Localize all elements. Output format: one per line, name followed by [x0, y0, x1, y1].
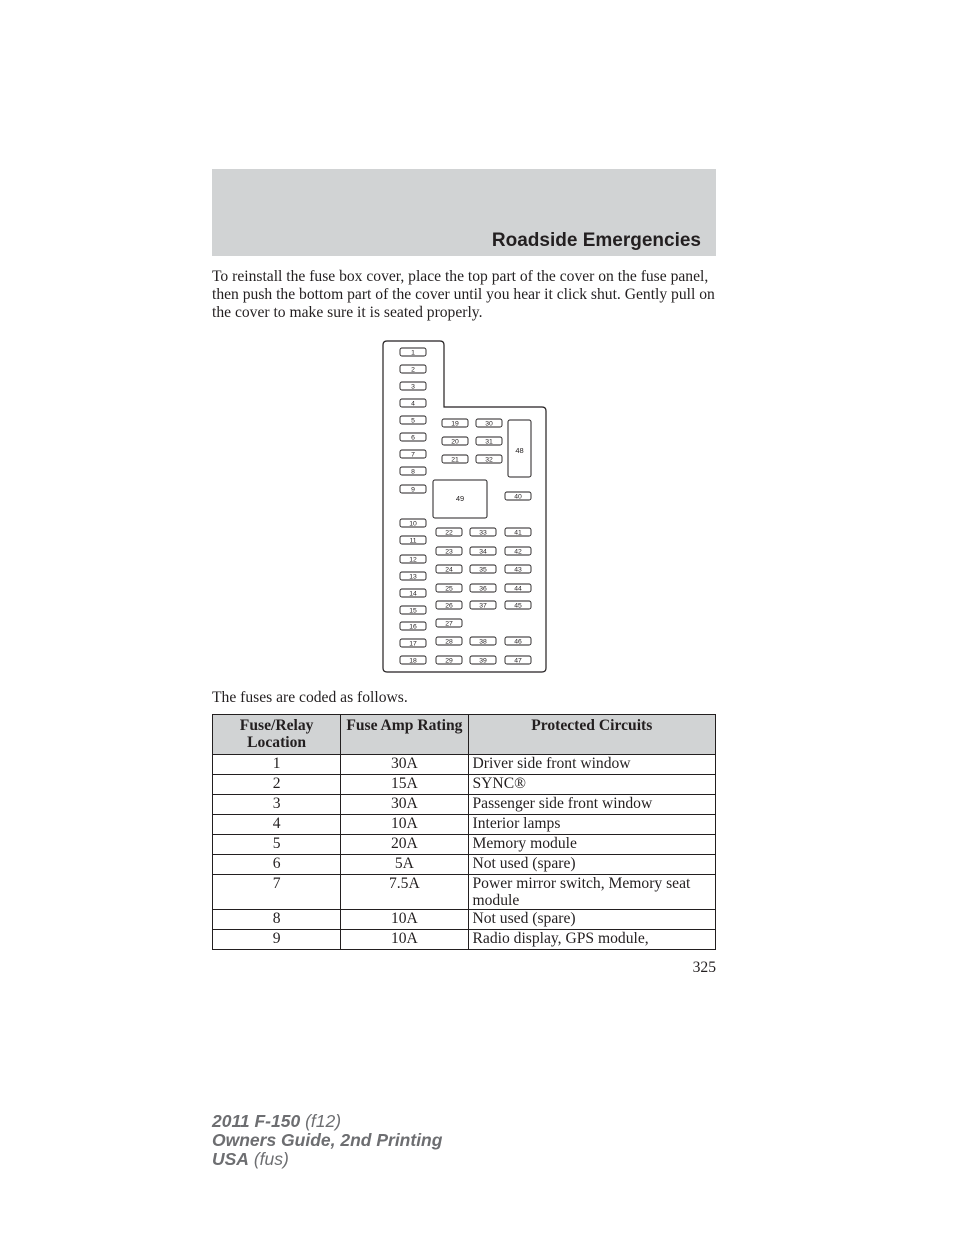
fuse-slot-outline [400, 399, 426, 407]
fuse-slot-outline [436, 528, 462, 536]
fuse-slot [400, 572, 426, 581]
fuse-slot-label: 8 [411, 468, 415, 476]
fuse-slot-label: 7 [411, 451, 415, 459]
fuse-slot-outline [400, 382, 426, 390]
cell-location: 2 [213, 775, 341, 795]
footer-model: 2011 F-150 [212, 1111, 301, 1131]
fuse-slot-label: 47 [514, 657, 522, 665]
cell-location: 3 [213, 795, 341, 815]
fuse-slot-outline [400, 348, 426, 356]
fuse-slot [476, 419, 502, 428]
table-header-row [213, 715, 716, 755]
fuse-slot [505, 528, 531, 537]
fuse-slot [400, 656, 426, 665]
footer-model-code: (f12) [305, 1111, 342, 1131]
fuse-slot [476, 437, 502, 446]
table-row [213, 795, 716, 815]
fuse-slot-outline [442, 419, 468, 427]
fuse-slot-label: 23 [445, 548, 453, 556]
fuse-slot [505, 656, 531, 665]
fuse-slot-outline [470, 528, 496, 536]
table-row [213, 855, 716, 875]
fuse-slot-outline [436, 656, 462, 664]
cell-amp: 5A [341, 855, 468, 875]
fuse-slot-label: 36 [479, 585, 487, 593]
fuse-table [212, 714, 716, 950]
fuse-slot-label: 33 [479, 529, 487, 537]
fuse-slot-label: 24 [445, 566, 453, 574]
footer-guide: Owners Guide, 2nd Printing [212, 1130, 443, 1150]
fuse-slot-label: 1 [411, 349, 415, 357]
cell-amp: 15A [341, 775, 468, 795]
fuse-slot-outline [470, 637, 496, 645]
table-caption: The fuses are coded as follows. [212, 689, 408, 706]
header-protected-circuits: Protected Circuits [468, 715, 716, 755]
footer-region: USA [212, 1149, 249, 1169]
fuse-slot-label: 34 [479, 548, 487, 556]
fuse-slot [400, 399, 426, 408]
fuse-slot-label: 41 [514, 529, 522, 537]
fuse-slot [470, 601, 496, 610]
fuse-slot-outline [442, 455, 468, 463]
fuse-slot-outline [400, 606, 426, 614]
fuse-slot [400, 450, 426, 459]
footer-model-line [212, 1112, 442, 1131]
cell-amp: 10A [341, 930, 468, 950]
fuse-slot-outline [400, 536, 426, 544]
fuse-slot [400, 589, 426, 598]
fuse-slot-outline [436, 601, 462, 609]
fuse-slot-label: 43 [514, 566, 522, 574]
fuse-slot [505, 565, 531, 574]
header-amp-rating: Fuse Amp Rating [341, 715, 468, 755]
relay-48-label: 48 [515, 446, 524, 455]
cell-circuit: Not used (spare) [468, 855, 716, 875]
fuse-slot-label: 17 [409, 640, 417, 648]
page-number: 325 [692, 959, 716, 976]
fuse-slot-label: 38 [479, 638, 487, 646]
fuse-slot [436, 528, 462, 537]
fuse-slot-label: 32 [485, 456, 493, 464]
cell-amp: 10A [341, 815, 468, 835]
fuse-slot-label: 19 [451, 420, 459, 428]
fuse-slot [436, 637, 462, 646]
section-title: Roadside Emergencies [491, 230, 701, 251]
fuse-slot-outline [470, 584, 496, 592]
fuse-slot [400, 622, 426, 631]
fuse-slot-label: 13 [409, 573, 417, 581]
relay-49 [433, 480, 487, 518]
fuse-slot-outline [400, 485, 426, 493]
fuse-slot [442, 419, 468, 428]
fuse-slot-label: 35 [479, 566, 487, 574]
fuse-slot-label: 5 [411, 417, 415, 425]
fuse-slot [436, 547, 462, 556]
section-header-band [212, 169, 716, 256]
table-row [213, 775, 716, 795]
table-row [213, 755, 716, 775]
fuse-slot-outline [505, 656, 531, 664]
fuse-slot [400, 555, 426, 564]
document-footer [212, 1112, 442, 1169]
table-row [213, 875, 716, 910]
fuse-slot [470, 584, 496, 593]
fuse-slot [436, 565, 462, 574]
fuse-slot [505, 601, 531, 610]
cell-amp: 30A [341, 755, 468, 775]
fuse-slot-label: 22 [445, 529, 453, 537]
fuse-slot-outline [476, 419, 502, 427]
fuse-slot-outline [476, 437, 502, 445]
fuse-slot-label: 27 [445, 620, 453, 628]
fuse-slot-outline [400, 656, 426, 664]
cell-amp: 20A [341, 835, 468, 855]
fuse-slot [400, 348, 426, 357]
fuse-slot-outline [505, 492, 531, 500]
fuse-slot-outline [400, 589, 426, 597]
fuse-slot-label: 11 [409, 537, 417, 545]
fuse-slot-label: 10 [409, 520, 417, 528]
fuse-slot [400, 485, 426, 494]
fuse-slot-label: 45 [514, 602, 522, 610]
fuse-slot-outline [400, 416, 426, 424]
fuse-slot-label: 21 [451, 456, 459, 464]
fuse-slot-label: 14 [409, 590, 417, 598]
fuse-slot [470, 656, 496, 665]
fuse-slot-outline [470, 601, 496, 609]
fuse-slot [470, 565, 496, 574]
fuse-slot-label: 42 [514, 548, 522, 556]
fuse-slot [400, 416, 426, 425]
fuse-slot [400, 382, 426, 391]
fuse-slot [505, 492, 531, 501]
fuse-slot-outline [505, 601, 531, 609]
fuse-slot-outline [436, 547, 462, 555]
cell-location: 8 [213, 910, 341, 930]
fuse-slot-label: 4 [411, 400, 415, 408]
fuse-slot [470, 637, 496, 646]
fuse-slot [400, 467, 426, 476]
fuse-slot-label: 16 [409, 623, 417, 631]
cell-location: 9 [213, 930, 341, 950]
fuse-slot-outline [400, 572, 426, 580]
fuse-slot-label: 20 [451, 438, 459, 446]
cell-location: 6 [213, 855, 341, 875]
fuse-slot-outline [400, 433, 426, 441]
fuse-slot-label: 44 [514, 585, 522, 593]
relay-48 [508, 420, 531, 477]
fuse-slot-outline [436, 637, 462, 645]
cell-circuit: Power mirror switch, Memory seat module [468, 875, 716, 910]
fuse-slot-outline [505, 547, 531, 555]
intro-paragraph: To reinstall the fuse box cover, place the top part of the cover on the fuse panel, then push the bottom part of the cover until you hear it click shut. Gently pull on the cover to make sure it is seated properly. [212, 268, 715, 321]
fuse-slot-outline [400, 639, 426, 647]
header-location: Fuse/Relay Location [213, 715, 341, 755]
fuse-slot-outline [470, 547, 496, 555]
fuse-slot-outline [505, 528, 531, 536]
fuse-slot [436, 619, 462, 628]
fuse-slot [400, 433, 426, 442]
cell-circuit: Interior lamps [468, 815, 716, 835]
table-row [213, 930, 716, 950]
fuse-slot-outline [400, 450, 426, 458]
cell-circuit: Driver side front window [468, 755, 716, 775]
fuse-slot-outline [400, 622, 426, 630]
fuse-slot-label: 26 [445, 602, 453, 610]
fuse-slot-outline [470, 656, 496, 664]
fuse-slot-outline [400, 365, 426, 373]
fuse-slot [505, 584, 531, 593]
fuse-slot-label: 6 [411, 434, 415, 442]
fuse-slot-outline [400, 555, 426, 563]
fuse-slot-label: 37 [479, 602, 487, 610]
fuse-slot-outline [436, 584, 462, 592]
fuse-slot-outline [436, 619, 462, 627]
cell-circuit: Not used (spare) [468, 910, 716, 930]
footer-region-line [212, 1150, 442, 1169]
fuse-slots [400, 348, 531, 665]
cell-location: 5 [213, 835, 341, 855]
fuse-slot-label: 3 [411, 383, 415, 391]
fuse-slot-label: 12 [409, 556, 417, 564]
fuse-slot-label: 15 [409, 607, 417, 615]
fuse-slot-label: 39 [479, 657, 487, 665]
fuse-slot [400, 606, 426, 615]
fuse-slot-outline [442, 437, 468, 445]
table-row [213, 815, 716, 835]
cell-amp: 7.5A [341, 875, 468, 910]
fuse-slot-label: 9 [411, 486, 415, 494]
fuse-slot [400, 536, 426, 545]
fuse-slot [505, 547, 531, 556]
fuse-slot-outline [470, 565, 496, 573]
fuse-slot [400, 365, 426, 374]
cell-circuit: Passenger side front window [468, 795, 716, 815]
fuse-slot-outline [505, 637, 531, 645]
fuse-slot-label: 31 [485, 438, 493, 446]
fuse-slot [436, 656, 462, 665]
fuse-slot [470, 528, 496, 537]
cell-amp: 10A [341, 910, 468, 930]
fuse-slot-outline [505, 584, 531, 592]
fuse-slot-label: 2 [411, 366, 415, 374]
fuse-slot-label: 46 [514, 638, 522, 646]
fuse-slot-outline [476, 455, 502, 463]
cell-amp: 30A [341, 795, 468, 815]
fuse-slot [400, 519, 426, 528]
cell-location: 4 [213, 815, 341, 835]
fuse-slot [442, 437, 468, 446]
cell-circuit: Radio display, GPS module, [468, 930, 716, 950]
fuse-slot-label: 29 [445, 657, 453, 665]
relay-49-label: 49 [455, 494, 465, 503]
table-row [213, 835, 716, 855]
cell-location: 1 [213, 755, 341, 775]
fuse-slot [505, 637, 531, 646]
fuse-slot [470, 547, 496, 556]
fuse-slot [442, 455, 468, 464]
fuse-slot-label: 30 [485, 420, 493, 428]
fuse-slot [436, 584, 462, 593]
fuse-slot [436, 601, 462, 610]
fuse-slot-label: 28 [445, 638, 453, 646]
fuse-slot-outline [505, 565, 531, 573]
footer-guide-line [212, 1131, 442, 1150]
fuse-slot [476, 455, 502, 464]
fuse-slot-outline [400, 467, 426, 475]
fuse-slot-label: 18 [409, 657, 417, 665]
cell-circuit: SYNC® [468, 775, 716, 795]
fuse-slot-label: 25 [445, 585, 453, 593]
cell-location: 7 [213, 875, 341, 910]
fuse-slot-label: 40 [514, 493, 522, 501]
fuse-slot-outline [436, 565, 462, 573]
cell-circuit: Memory module [468, 835, 716, 855]
fuse-slot [400, 639, 426, 648]
table-row [213, 910, 716, 930]
fuse-slot-outline [400, 519, 426, 527]
fuse-panel-outline [383, 341, 546, 672]
footer-region-code: (fus) [253, 1149, 289, 1169]
